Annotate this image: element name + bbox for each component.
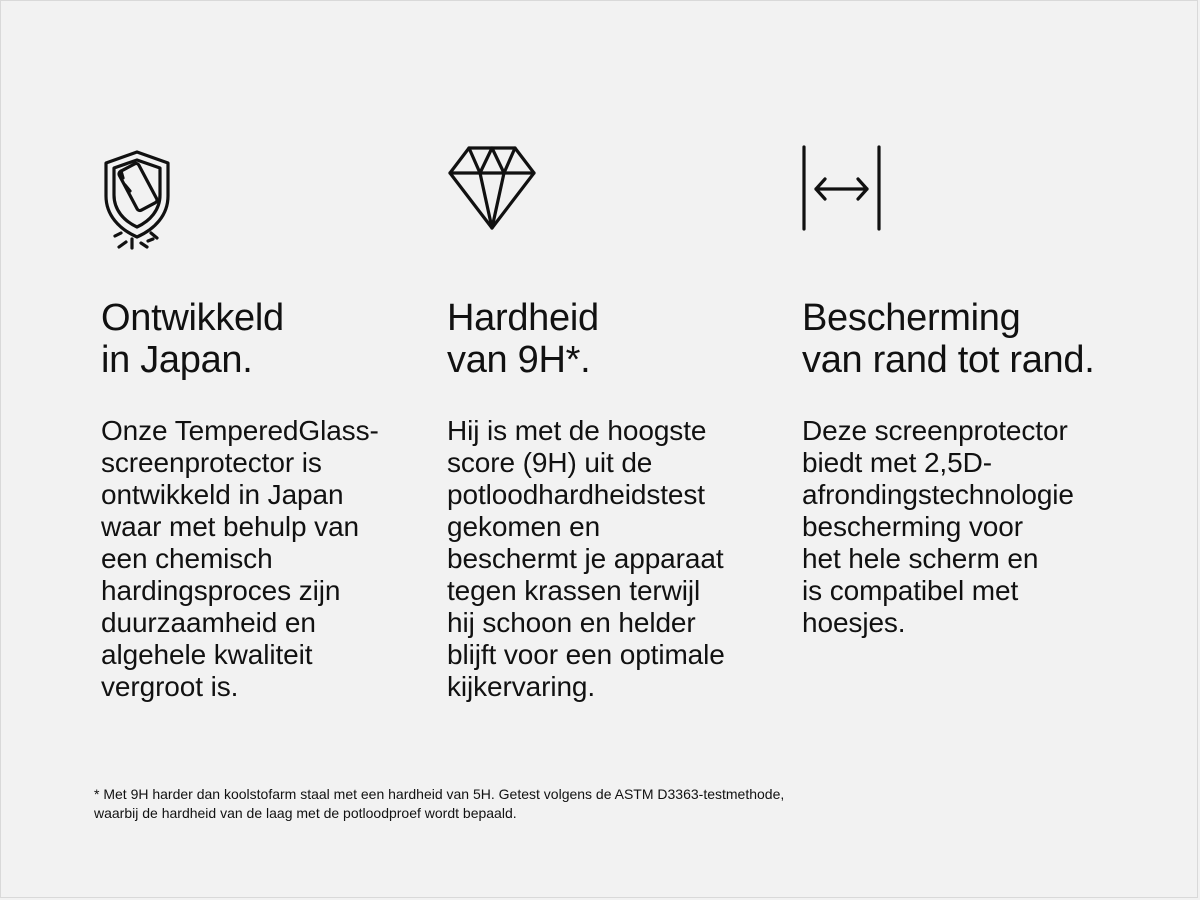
- shield-phone-icon: [101, 149, 173, 251]
- feature-heading: Bescherming van rand tot rand.: [802, 297, 1095, 381]
- feature-description: Deze screenprotector biedt met 2,5D- afrondingstechnologie bescherming voor het hele scherm en is compatibel met hoesjes.: [802, 415, 1074, 638]
- feature-description: Hij is met de hoogste score (9H) uit de potloodhardheidstest gekomen en beschermt je apparaat tegen krassen terwijl hij schoon en helder blijft voor een optimale kijkervaring.: [447, 415, 725, 702]
- feature-heading: Hardheid van 9H*.: [447, 297, 599, 381]
- feature-heading: Ontwikkeld in Japan.: [101, 297, 284, 381]
- footnote: * Met 9H harder dan koolstofarm staal met een hardheid van 5H. Getest volgens de ASTM D3363-testmethode, waarbij de hardheid van de laag met de potloodproef wordt bepaald.: [94, 786, 785, 821]
- edge-to-edge-icon: [802, 145, 882, 231]
- diamond-icon: [447, 145, 537, 231]
- feature-description: Onze TemperedGlass- screenprotector is ontwikkeld in Japan waar met behulp van een chemisch hardingsproces zijn duurzaamheid en algehele kwaliteit vergroot is.: [101, 415, 379, 702]
